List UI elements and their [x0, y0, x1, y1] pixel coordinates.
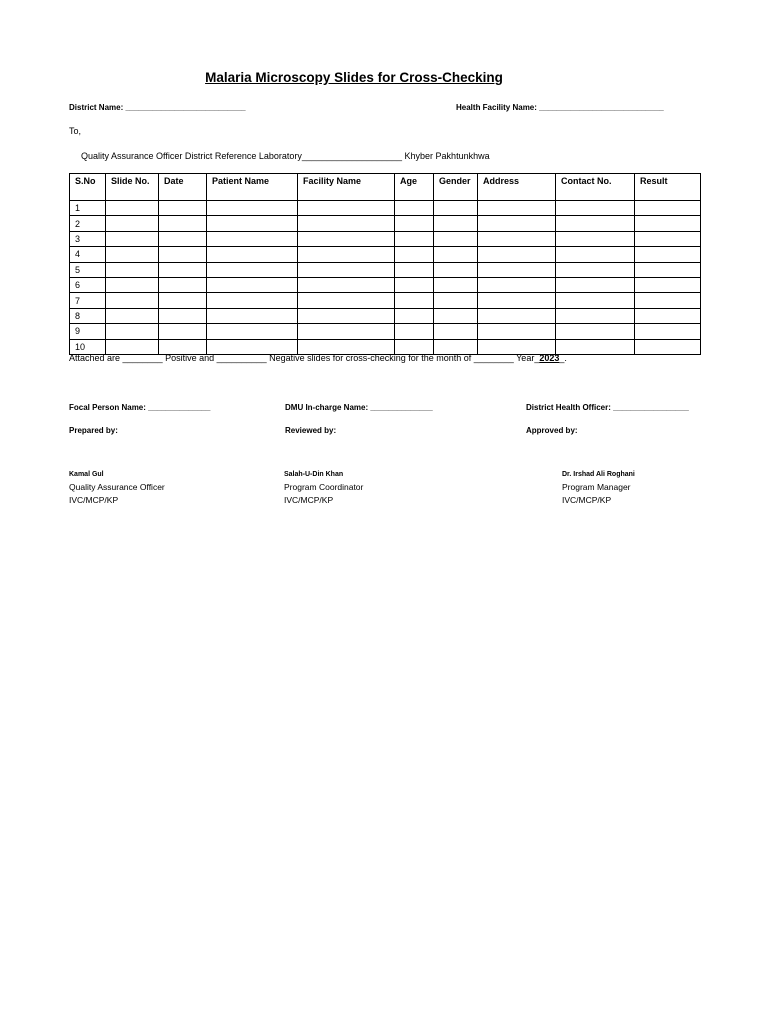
table-row: [70, 277, 701, 292]
table-row: [70, 216, 701, 231]
empty-cell: [106, 293, 159, 308]
table-row: [70, 308, 701, 323]
column-header: S.No: [70, 174, 106, 201]
empty-cell: [298, 324, 395, 339]
empty-cell: [478, 308, 556, 323]
empty-cell: [106, 231, 159, 246]
focal-person-name-field: Focal Person Name: ______________: [69, 403, 211, 412]
empty-cell: [556, 293, 635, 308]
slides-table: [69, 173, 701, 355]
empty-cell: [159, 293, 207, 308]
empty-cell: [395, 247, 434, 262]
empty-cell: [298, 231, 395, 246]
empty-cell: [159, 247, 207, 262]
empty-cell: [106, 201, 159, 216]
serial-number-cell: 9: [70, 324, 106, 339]
to-label: To,: [69, 126, 82, 136]
empty-cell: [434, 201, 478, 216]
empty-cell: [635, 308, 701, 323]
empty-cell: [207, 216, 298, 231]
empty-cell: [159, 324, 207, 339]
empty-cell: [556, 308, 635, 323]
empty-cell: [478, 262, 556, 277]
empty-cell: [298, 277, 395, 292]
empty-cell: [556, 339, 635, 354]
district-name-field: District Name: ___________________________: [69, 103, 246, 112]
empty-cell: [298, 247, 395, 262]
empty-cell: [298, 201, 395, 216]
empty-cell: [478, 231, 556, 246]
empty-cell: [635, 339, 701, 354]
year-value: 2023: [539, 353, 560, 363]
empty-cell: [478, 277, 556, 292]
empty-cell: [434, 324, 478, 339]
empty-cell: [395, 308, 434, 323]
empty-cell: [207, 324, 298, 339]
district-health-officer-field: District Health Officer: _________________: [526, 403, 689, 412]
empty-cell: [556, 247, 635, 262]
column-header: Slide No.: [106, 174, 159, 201]
serial-number-cell: 4: [70, 247, 106, 262]
empty-cell: [106, 308, 159, 323]
reviewed-by-label: Reviewed by:: [285, 426, 337, 435]
empty-cell: [635, 293, 701, 308]
empty-cell: [556, 231, 635, 246]
empty-cell: [298, 216, 395, 231]
addressee-line: Quality Assurance Officer District Reference Laboratory____________________ Khyber Pakhtunkhwa: [81, 151, 490, 161]
empty-cell: [159, 262, 207, 277]
approved-by-label: Approved by:: [526, 426, 578, 435]
signatory-name: Dr. Irshad Ali Roghani: [562, 471, 635, 478]
empty-cell: [395, 277, 434, 292]
empty-cell: [298, 262, 395, 277]
empty-cell: [207, 277, 298, 292]
attached-statement-end: _.: [559, 353, 567, 363]
signatory-name: Kamal Gul: [69, 471, 104, 478]
attached-slides-statement: [69, 353, 567, 363]
empty-cell: [635, 231, 701, 246]
signatory-organization: IVC/MCP/KP: [69, 495, 119, 505]
signatory-organization: IVC/MCP/KP: [562, 495, 612, 505]
table-row: [70, 231, 701, 246]
table-row: [70, 262, 701, 277]
empty-cell: [106, 247, 159, 262]
table-row: [70, 201, 701, 216]
empty-cell: [478, 324, 556, 339]
prepared-by-label: Prepared by:: [69, 426, 118, 435]
empty-cell: [434, 216, 478, 231]
empty-cell: [159, 216, 207, 231]
signatory-organization: IVC/MCP/KP: [284, 495, 334, 505]
serial-number-cell: 1: [70, 201, 106, 216]
serial-number-cell: 2: [70, 216, 106, 231]
signatory-title: Quality Assurance Officer: [69, 482, 165, 492]
signatory-block: [562, 471, 635, 505]
empty-cell: [395, 293, 434, 308]
column-header: Patient Name: [207, 174, 298, 201]
empty-cell: [395, 201, 434, 216]
column-header: Age: [395, 174, 434, 201]
document-title: Malaria Microscopy Slides for Cross-Checking: [205, 70, 503, 85]
empty-cell: [556, 201, 635, 216]
empty-cell: [298, 293, 395, 308]
empty-cell: [478, 293, 556, 308]
signatory-title: Program Manager: [562, 482, 631, 492]
empty-cell: [556, 262, 635, 277]
empty-cell: [478, 216, 556, 231]
empty-cell: [635, 277, 701, 292]
empty-cell: [395, 216, 434, 231]
table-row: [70, 324, 701, 339]
empty-cell: [635, 247, 701, 262]
signatory-block: [69, 471, 165, 505]
empty-cell: [106, 262, 159, 277]
signatory-block: [284, 471, 363, 505]
table-row: [70, 293, 701, 308]
serial-number-cell: 8: [70, 308, 106, 323]
health-facility-name-field: Health Facility Name: ____________________________: [456, 103, 664, 112]
empty-cell: [635, 201, 701, 216]
empty-cell: [207, 201, 298, 216]
column-header: Gender: [434, 174, 478, 201]
empty-cell: [159, 277, 207, 292]
empty-cell: [207, 247, 298, 262]
signatory-name: Salah-U-Din Khan: [284, 471, 344, 478]
empty-cell: [395, 324, 434, 339]
serial-number-cell: 10: [70, 339, 106, 354]
empty-cell: [478, 201, 556, 216]
empty-cell: [635, 324, 701, 339]
empty-cell: [434, 308, 478, 323]
column-header: Result: [635, 174, 701, 201]
empty-cell: [635, 216, 701, 231]
empty-cell: [434, 262, 478, 277]
serial-number-cell: 5: [70, 262, 106, 277]
empty-cell: [395, 262, 434, 277]
empty-cell: [106, 324, 159, 339]
empty-cell: [434, 247, 478, 262]
empty-cell: [395, 231, 434, 246]
table-header-row: [70, 174, 701, 201]
column-header: Facility Name: [298, 174, 395, 201]
empty-cell: [556, 324, 635, 339]
column-header: Address: [478, 174, 556, 201]
empty-cell: [434, 277, 478, 292]
serial-number-cell: 6: [70, 277, 106, 292]
empty-cell: [106, 216, 159, 231]
empty-cell: [556, 277, 635, 292]
empty-cell: [207, 231, 298, 246]
empty-cell: [207, 308, 298, 323]
empty-cell: [159, 231, 207, 246]
column-header: Date: [159, 174, 207, 201]
empty-cell: [298, 308, 395, 323]
serial-number-cell: 3: [70, 231, 106, 246]
empty-cell: [635, 262, 701, 277]
empty-cell: [207, 262, 298, 277]
empty-cell: [159, 308, 207, 323]
empty-cell: [207, 293, 298, 308]
column-header: Contact No.: [556, 174, 635, 201]
empty-cell: [106, 277, 159, 292]
empty-cell: [434, 231, 478, 246]
dmu-incharge-name-field: DMU In-charge Name: ______________: [285, 403, 433, 412]
empty-cell: [159, 201, 207, 216]
empty-cell: [434, 293, 478, 308]
attached-statement-text: Attached are ________ Positive and __________ Negative slides for cross-checking for the month of ________ Year_: [69, 353, 540, 363]
table-row: [70, 247, 701, 262]
empty-cell: [556, 216, 635, 231]
empty-cell: [478, 247, 556, 262]
serial-number-cell: 7: [70, 293, 106, 308]
signatory-title: Program Coordinator: [284, 482, 364, 492]
